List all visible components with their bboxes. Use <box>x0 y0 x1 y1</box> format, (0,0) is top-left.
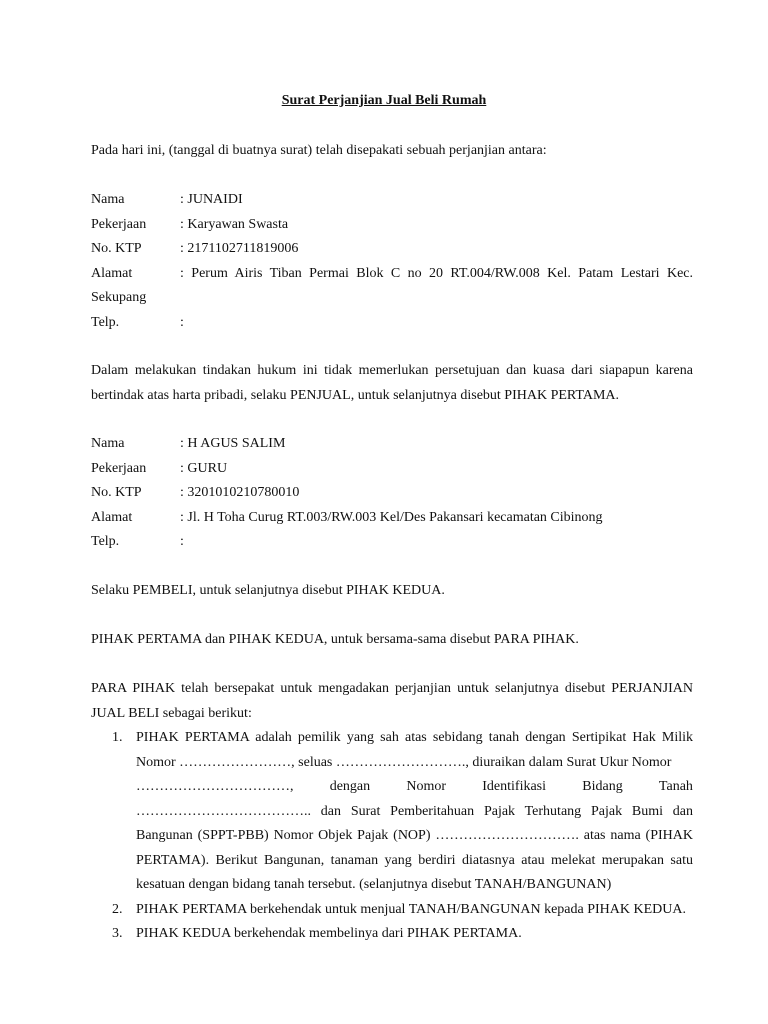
phone-label: Telp. <box>91 314 120 330</box>
occupation-label: Pekerjaan <box>91 460 147 476</box>
parties-statement: PIHAK PERTAMA dan PIHAK KEDUA, untuk bersama-sama disebut PARA PIHAK. <box>91 632 579 647</box>
clause-list <box>91 726 693 947</box>
seller-statement: Dalam melakukan tindakan hukum ini tidak memerlukan persetujuan dan kuasa dari siapapun karena bertindak atas harta pribadi, selaku PENJUAL, untuk selanjutnya disebut PIHAK PERTAMA. <box>91 363 693 403</box>
clause-text: PIHAK KEDUA berkehendak membelinya dari PIHAK PERTAMA. <box>136 926 522 941</box>
seller-occupation-value: : Karyawan Swasta <box>180 216 289 232</box>
clause-number: 3. <box>112 926 123 941</box>
clause-text-part1: PIHAK PERTAMA adalah pemilik yang sah atas sebidang tanah dengan Sertipikat Hak Milik Nomor ……………………, seluas ………………………., diuraikan dalam Surat Ukur Nomor <box>136 730 693 770</box>
ktp-label: No. KTP <box>91 241 142 256</box>
clause-number: 2. <box>112 901 123 917</box>
clause-text-part2: ……………………………….. dan Surat Pemberitahuan Pajak Terhutang Pajak Bumi dan Bangunan (SPPT-PBB) Nomor Objek Pajak (NOP) …………………………. atas nama (PIHAK PERTAMA). Berikut Bangunan, tanaman yang berdiri diatasnya atau melekat merupakan satu kesatuan dengan bidang tanah tersebut. (selanjutnya disebut TANAH/BANGUNAN) <box>136 803 693 892</box>
dotline-word: Bidang <box>582 779 623 794</box>
clause-item <box>91 898 693 923</box>
seller-ktp-value: : 2171102711819006 <box>180 241 299 256</box>
buyer-phone-value: : <box>180 534 184 549</box>
buyer-name-value: : H AGUS SALIM <box>180 436 286 451</box>
seller-phone-row <box>91 311 693 336</box>
seller-occupation-row <box>91 213 693 238</box>
clause-item <box>91 726 693 898</box>
dotline-word: Identifikasi <box>482 779 547 794</box>
dotline-word: ……………………………, <box>136 779 294 794</box>
seller-identity <box>91 188 693 335</box>
buyer-address-row <box>91 506 693 531</box>
buyer-name-row <box>91 432 693 457</box>
name-label: Nama <box>91 436 125 451</box>
seller-name-row <box>91 188 693 213</box>
dotline-word: Tanah <box>658 779 693 794</box>
buyer-identity <box>91 432 693 555</box>
address-label: Alamat <box>91 509 133 525</box>
buyer-occupation-row <box>91 457 693 482</box>
clause-dotline <box>136 775 693 800</box>
clause-text: PIHAK PERTAMA berkehendak untuk menjual TANAH/BANGUNAN kepada PIHAK KEDUA. <box>136 901 686 917</box>
buyer-ktp-value: : 3201010210780010 <box>180 485 300 500</box>
seller-ktp-row <box>91 237 693 262</box>
document-title: Surat Perjanjian Jual Beli Rumah <box>281 93 487 108</box>
dotline-word: Nomor <box>406 779 447 794</box>
agreement-intro: PARA PIHAK telah bersepakat untuk mengadakan perjanjian untuk selanjutnya disebut PERJANJIAN JUAL BELI sebagai berikut: <box>91 681 693 721</box>
intro-paragraph: Pada hari ini, (tanggal di buatnya surat) telah disepakati sebuah perjanjian antara: <box>91 143 547 158</box>
seller-name-value: : JUNAIDI <box>180 192 243 207</box>
seller-address-continuation: Sekupang <box>91 290 147 305</box>
seller-phone-value: : <box>180 314 184 330</box>
seller-address-row <box>91 262 693 287</box>
buyer-occupation-value: : GURU <box>180 460 228 476</box>
phone-label: Telp. <box>91 534 120 549</box>
clause-number: 1. <box>112 730 123 745</box>
buyer-statement: Selaku PEMBELI, untuk selanjutnya disebut PIHAK KEDUA. <box>91 583 445 598</box>
name-label: Nama <box>91 192 125 207</box>
clause-item <box>91 922 693 947</box>
seller-address-value: : Perum Airis Tiban Permai Blok C no 20 RT.004/RW.008 Kel. Patam Lestari Kec. <box>180 265 693 281</box>
dotline-word: dengan <box>329 779 371 794</box>
occupation-label: Pekerjaan <box>91 216 147 232</box>
buyer-address-value: : Jl. H Toha Curug RT.003/RW.003 Kel/Des Pakansari kecamatan Cibinong <box>180 509 603 525</box>
buyer-ktp-row <box>91 481 693 506</box>
ktp-label: No. KTP <box>91 485 142 500</box>
buyer-phone-row <box>91 530 693 555</box>
address-label: Alamat <box>91 265 133 281</box>
